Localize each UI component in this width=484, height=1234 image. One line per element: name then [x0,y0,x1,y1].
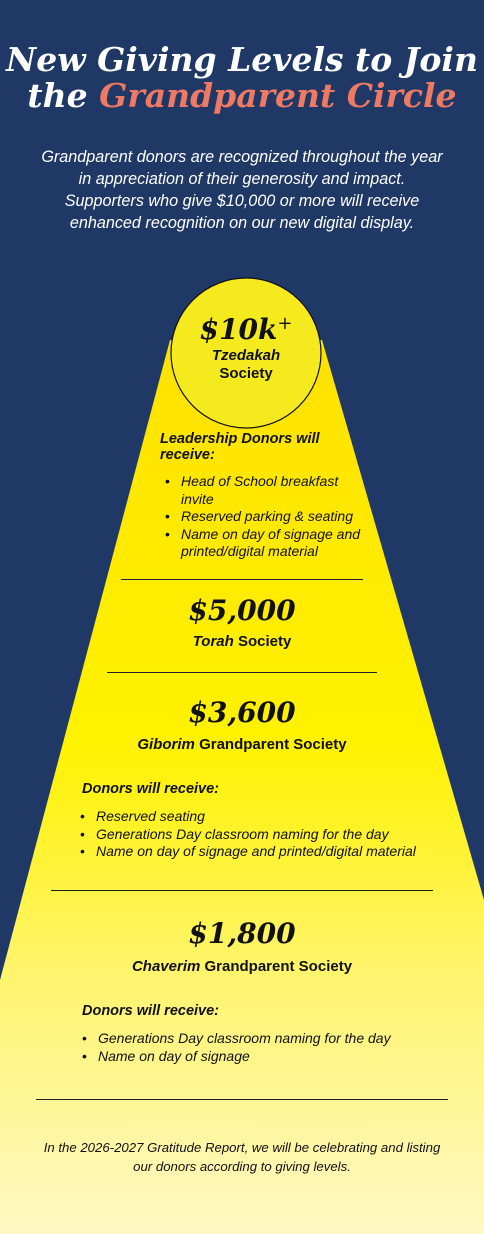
title-prefix: the [27,76,88,115]
divider [36,1099,448,1100]
tier-10k-amount-block [171,307,321,383]
intro-text: Grandparent donors are recognized throughout the year in appreciation of their generosity and impact. Supporters who give $10,000 or more will receive enhanced recognition on our new digital display. [41,148,443,232]
tier-10k-amount: $10k+ [199,313,293,346]
tier-1800-amount: $1,800 [188,917,296,950]
tier-3600-benefit-list [80,808,462,861]
tier-1800-society: Chaverim Grandparent Society [131,958,353,975]
list-item: • Reserved seating [96,808,462,826]
tier-10k-society: Tzedakah Society [211,347,281,382]
list-item: • Reserved parking & seating [181,508,360,526]
divider [51,890,433,891]
list-item: • Generations Day classroom naming for the day [96,826,462,844]
tier-1800-benefit-list [82,1030,462,1065]
footer-note: In the 2026-2027 Gratitude Report, we will be celebrating and listing our donors according to giving levels. [43,1140,441,1174]
title-line-2 [0,78,484,114]
title-line-1: New Giving Levels to Join [6,40,478,79]
tier-3600-benefits-heading: Donors will receive: [82,781,219,797]
page-title [0,42,484,114]
list-item: • Head of School breakfast invite [181,473,360,508]
tier-10k-benefits-heading: Leadership Donors will receive: [160,431,320,463]
list-item: • Generations Day classroom naming for the day [98,1030,462,1048]
title-highlight: Grandparent Circle [99,76,457,115]
tier-1800-benefits-heading: Donors will receive: [82,1003,219,1019]
list-item: • Name on day of signage [98,1048,462,1066]
tier-3600-benefits [82,781,462,861]
divider [121,579,363,580]
tier-5000-society: Torah Society [192,633,292,650]
list-item: • Name on day of signage and printed/digital material [96,843,462,861]
tier-3600-amount: $3,600 [188,696,296,729]
tier-5000-amount: $5,000 [188,594,296,627]
list-item: • Name on day of signage and printed/digital material [181,526,360,561]
tier-1800-benefits [82,1003,462,1065]
tier-10k-benefit-list [165,473,360,561]
tier-3600-society: Giborim Grandparent Society [137,736,347,753]
tier-10k-benefits [160,431,360,561]
divider [107,672,377,673]
